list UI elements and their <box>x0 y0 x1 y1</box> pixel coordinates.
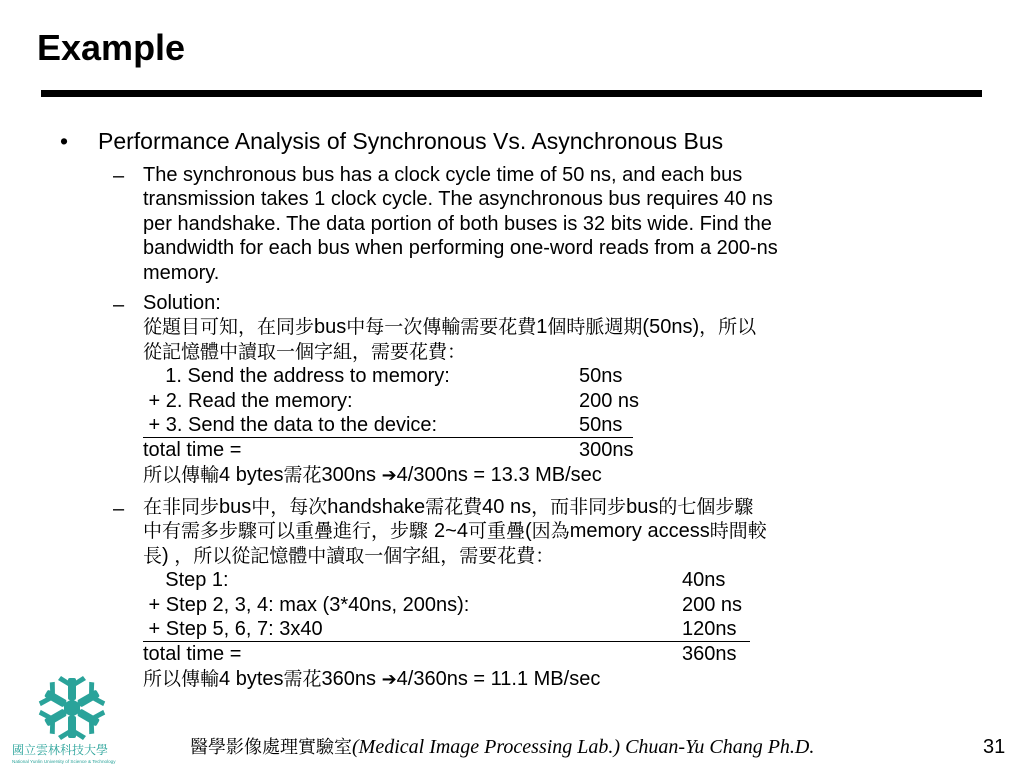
arrow-right-icon: ➔ <box>381 668 397 689</box>
async-step: + Step 5, 6, 7: 3x40 120ns <box>143 617 750 642</box>
solution-step: 1. Send the address to memory: 50ns <box>143 365 623 388</box>
problem-line: transmission takes 1 clock cycle. The asynchronous bus requires 40 ns <box>143 188 773 211</box>
solution-step: + 3. Send the data to the device: 50ns <box>143 413 633 438</box>
problem-dash: – <box>113 165 125 187</box>
async-step: Step 1: 40ns <box>143 569 726 592</box>
solution-block <box>143 291 973 487</box>
bullet-heading: Performance Analysis of Synchronous Vs. Asynchronous Bus <box>98 128 724 154</box>
async-line2: 中有需多步驟可以重疊進行，步驟 2~4可重疊(因為memory access時間較 <box>143 520 767 543</box>
async-dash: – <box>113 498 125 520</box>
slide-title: Example <box>37 27 186 68</box>
footer-lab-en: (Medical Image Processing Lab.) Chuan-Yu Chang Ph.D. <box>352 736 815 758</box>
async-result: 所以傳輸4 bytes需花360ns ➔4/360ns = 11.1 MB/sec <box>143 667 601 690</box>
async-line3: 長) ，所以從記憶體中讀取一個字組，需要花費： <box>143 544 555 567</box>
logo-en-text: National Yunlin University of Science & Technology <box>12 759 116 764</box>
solution-total: total time = 300ns <box>143 439 634 462</box>
solution-result: 所以傳輸4 bytes需花300ns ➔4/300ns = 13.3 MB/sec <box>143 463 602 486</box>
async-step: + Step 2, 3, 4: max (3*40ns, 200ns): 200 ns <box>143 593 743 616</box>
async-line1: 在非同步bus中，每次handshake需花費40 ns，而非同步bus的七個步驟 <box>143 496 754 518</box>
solution-step: + 2. Read the memory: 200 ns <box>143 389 640 412</box>
logo-cjk-text: 國立雲林科技大學 <box>12 743 109 757</box>
async-total: total time = 360ns <box>143 643 737 666</box>
solution-intro-line1: 從題目可知，在同步bus中每一次傳輸需要花費1個時脈週期(50ns)，所以 <box>143 316 757 339</box>
solution-heading: Solution: <box>143 292 221 314</box>
solution-dash: – <box>113 294 125 316</box>
async-block <box>143 495 973 691</box>
footer-lab-cjk: 醫學影像處理實驗室 <box>190 737 352 758</box>
problem-line: bandwidth for each bus when performing one-word reads from a 200-ns <box>143 237 778 260</box>
page-number: 31 <box>983 736 1006 758</box>
bullet-dot: • <box>60 128 69 154</box>
problem-line: The synchronous bus has a clock cycle time of 50 ns, and each bus <box>143 164 743 186</box>
solution-intro-line2: 從記憶體中讀取一個字組，需要花費： <box>143 340 467 363</box>
title-rule <box>41 90 982 97</box>
snowflake-logo-icon <box>8 675 143 765</box>
arrow-right-icon: ➔ <box>381 464 397 485</box>
footer-credit <box>190 733 814 759</box>
problem-text <box>143 163 973 285</box>
problem-line: memory. <box>143 261 220 284</box>
university-logo <box>8 675 143 765</box>
problem-line: per handshake. The data portion of both buses is 32 bits wide. Find the <box>143 212 772 235</box>
